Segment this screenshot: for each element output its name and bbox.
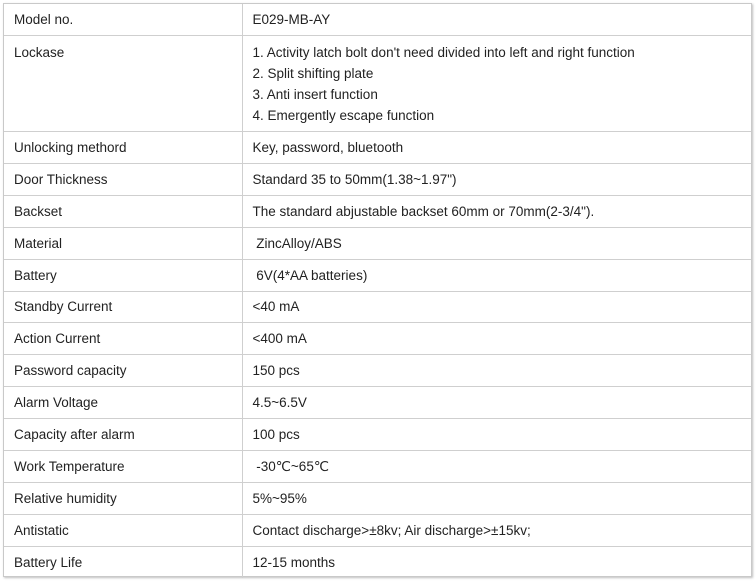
table-row — [4, 355, 751, 387]
table-row — [4, 387, 751, 419]
spec-value: -30℃~65℃ — [242, 450, 751, 482]
spec-value: E029-MB-AY — [242, 4, 751, 36]
spec-value: 150 pcs — [242, 355, 751, 387]
spec-value: 100 pcs — [242, 419, 751, 451]
table-row — [4, 4, 751, 36]
table-row — [4, 36, 751, 132]
spec-value: 12-15 months — [242, 546, 751, 578]
spec-label: Battery Life — [4, 546, 242, 578]
table-row — [4, 419, 751, 451]
table-row — [4, 163, 751, 195]
lockase-feature: 3. Anti insert function — [252, 86, 378, 102]
table-row — [4, 450, 751, 482]
table-row — [4, 195, 751, 227]
spec-table — [4, 4, 751, 578]
spec-value: 6V(4*AA batteries) — [242, 259, 751, 291]
spec-value: Standard 35 to 50mm(1.38~1.97") — [242, 163, 751, 195]
table-row — [4, 291, 751, 323]
spec-label: Relative humidity — [4, 482, 242, 514]
table-row — [4, 323, 751, 355]
spec-value: Key, password, bluetooth — [242, 132, 751, 164]
spec-table-frame — [3, 3, 752, 577]
spec-value: <400 mA — [242, 323, 751, 355]
spec-label: Capacity after alarm — [4, 419, 242, 451]
spec-value: ZincAlloy/ABS — [242, 227, 751, 259]
table-row — [4, 514, 751, 546]
spec-label: Action Current — [4, 323, 242, 355]
lockase-feature: 4. Emergently escape function — [252, 107, 435, 123]
spec-value: 5%~95% — [242, 482, 751, 514]
spec-label: Model no. — [4, 4, 242, 36]
spec-label: Door Thickness — [4, 163, 242, 195]
spec-label: Material — [4, 227, 242, 259]
spec-label: Unlocking methord — [4, 132, 242, 164]
spec-label: Standby Current — [4, 291, 242, 323]
table-row — [4, 227, 751, 259]
spec-value — [242, 36, 751, 132]
lockase-feature: 1. Activity latch bolt don't need divided into left and right function — [252, 44, 635, 60]
spec-label: Antistatic — [4, 514, 242, 546]
lockase-feature: 2. Split shifting plate — [252, 65, 374, 81]
table-row — [4, 259, 751, 291]
table-row — [4, 132, 751, 164]
spec-label: Backset — [4, 195, 242, 227]
spec-value: The standard abjustable backset 60mm or 70mm(2-3/4"). — [242, 195, 751, 227]
spec-label: Alarm Voltage — [4, 387, 242, 419]
spec-label: Battery — [4, 259, 242, 291]
spec-label: Password capacity — [4, 355, 242, 387]
spec-value: Contact discharge>±8kv; Air discharge>±15kv; — [242, 514, 751, 546]
table-row — [4, 482, 751, 514]
table-row — [4, 546, 751, 578]
spec-label: Lockase — [4, 36, 242, 132]
spec-value: 4.5~6.5V — [242, 387, 751, 419]
spec-value: <40 mA — [242, 291, 751, 323]
spec-label: Work Temperature — [4, 450, 242, 482]
